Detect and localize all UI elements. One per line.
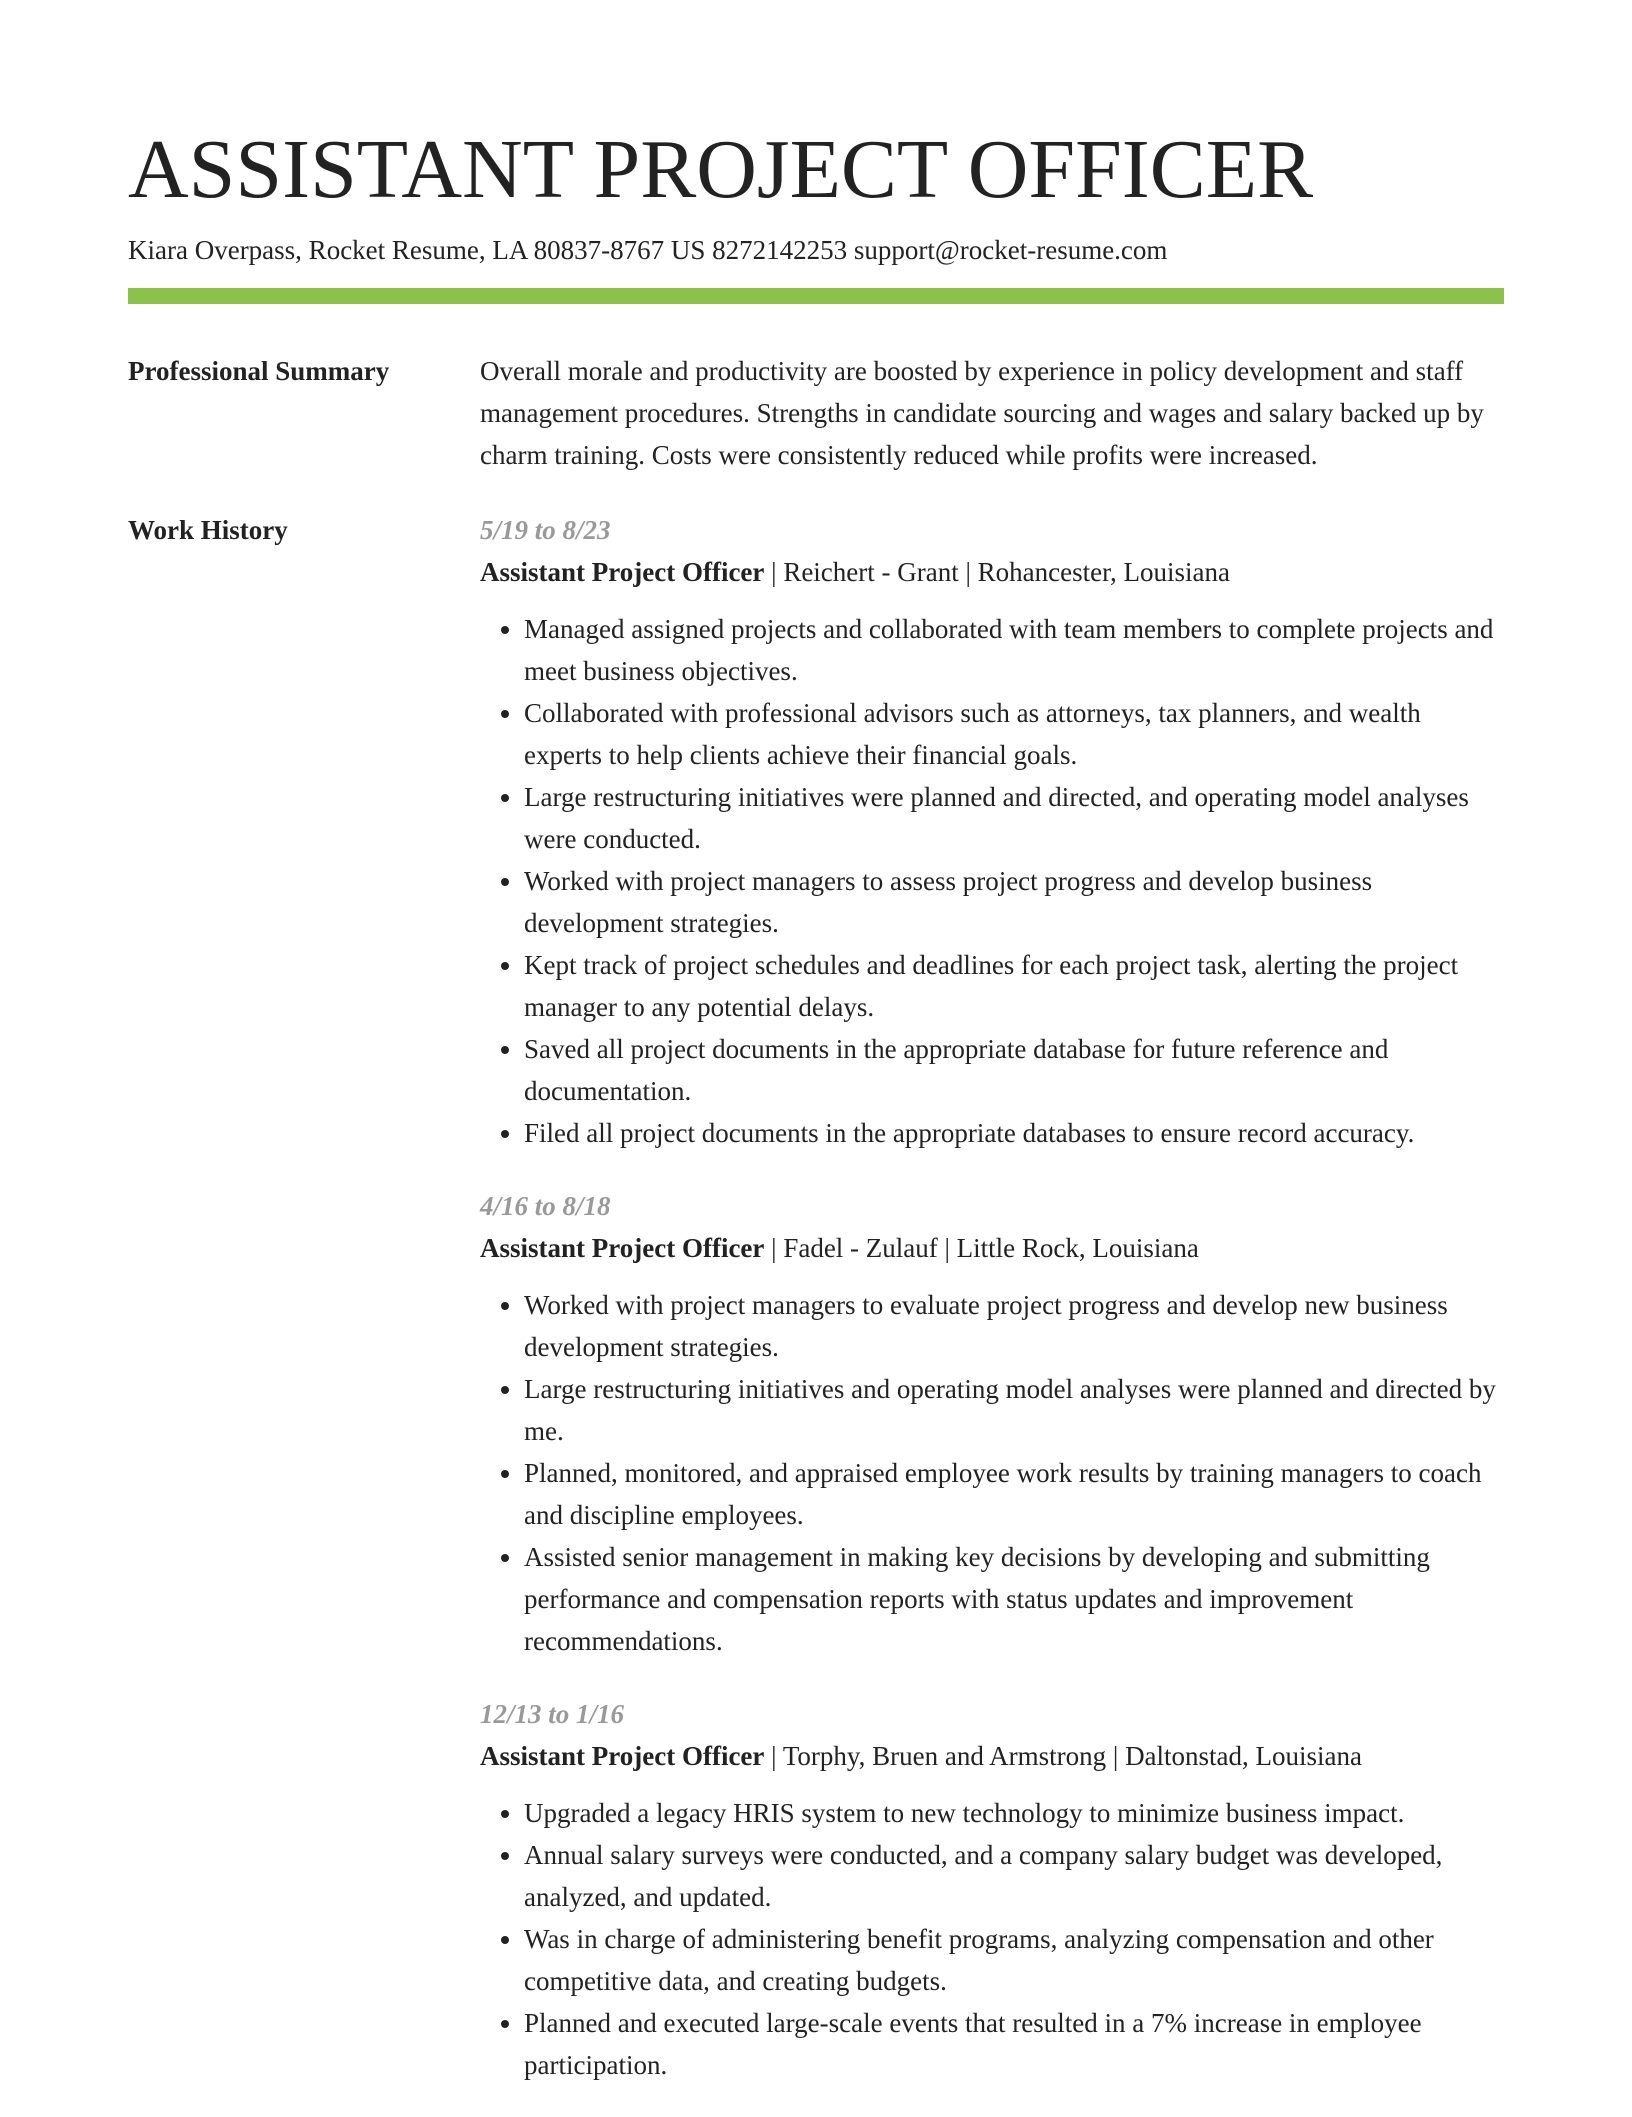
job-title: Assistant Project Officer bbox=[480, 1741, 765, 1771]
job-entry bbox=[480, 509, 1504, 1154]
job-separator: | bbox=[958, 557, 978, 587]
job-bullet: • Annual salary surveys were conducted, and a company salary budget was developed, analyzed, and updated. bbox=[524, 1834, 1504, 1918]
professional-summary-body bbox=[480, 350, 1504, 476]
job-company: Reichert - Grant bbox=[783, 557, 959, 587]
section-label-professional-summary: Professional Summary bbox=[128, 356, 390, 386]
job-title: Assistant Project Officer bbox=[480, 1233, 765, 1263]
job-bullet: • Worked with project managers to evaluate project progress and develop new business development strategies. bbox=[524, 1284, 1504, 1368]
contact-info: Kiara Overpass, Rocket Resume, LA 80837-8767 US 8272142253 support@rocket-resume.com bbox=[128, 235, 1168, 265]
job-dates: 12/13 to 1/16 bbox=[480, 1699, 625, 1729]
job-bullet: • Planned and executed large-scale events that resulted in a 7% increase in employee participation. bbox=[524, 2002, 1504, 2086]
professional-summary-section bbox=[128, 350, 1504, 476]
job-location: Rohancester, Louisiana bbox=[977, 557, 1230, 587]
job-separator: | bbox=[764, 557, 784, 587]
job-bullet-list bbox=[480, 1284, 1504, 1662]
job-bullet: • Large restructuring initiatives were planned and directed, and operating model analyses were conducted. bbox=[524, 776, 1504, 860]
job-location: Daltonstad, Louisiana bbox=[1125, 1741, 1363, 1771]
job-bullet: • Planned, monitored, and appraised employee work results by training managers to coach and discipline employees. bbox=[524, 1452, 1504, 1536]
job-company: Torphy, Bruen and Armstrong bbox=[782, 1741, 1107, 1771]
job-separator: | bbox=[1106, 1741, 1126, 1771]
job-dates: 5/19 to 8/23 bbox=[480, 515, 611, 545]
job-bullet: • Saved all project documents in the appropriate database for future reference and documentation. bbox=[524, 1028, 1504, 1112]
job-bullet-list bbox=[480, 608, 1504, 1154]
resume-title: ASSISTANT PROJECT OFFICER bbox=[128, 123, 1314, 216]
job-bullet: • Filed all project documents in the appropriate databases to ensure record accuracy. bbox=[524, 1112, 1504, 1154]
section-label-work-history: Work History bbox=[128, 515, 288, 545]
job-entry bbox=[480, 1693, 1504, 2086]
job-company: Fadel - Zulauf bbox=[783, 1233, 938, 1263]
job-entry bbox=[480, 1185, 1504, 1662]
work-history-section bbox=[128, 509, 1504, 2117]
job-title: Assistant Project Officer bbox=[480, 557, 765, 587]
job-separator: | bbox=[937, 1233, 957, 1263]
job-bullet: • Assisted senior management in making key decisions by developing and submitting performance and compensation reports with status updates and improvement recommendations. bbox=[524, 1536, 1504, 1662]
summary-text: Overall morale and productivity are boosted by experience in policy development and staff management procedures. Strengths in candidate sourcing and wages and salary backed up by charm training. Costs were consistently reduced while profits were increased. bbox=[480, 356, 1484, 470]
job-heading bbox=[480, 551, 1504, 593]
job-heading bbox=[480, 1227, 1504, 1269]
job-separator: | bbox=[764, 1741, 783, 1771]
job-bullet: • Large restructuring initiatives and operating model analyses were planned and directed by me. bbox=[524, 1368, 1504, 1452]
job-bullet-list bbox=[480, 1792, 1504, 2086]
job-bullet: • Kept track of project schedules and deadlines for each project task, alerting the project manager to any potential delays. bbox=[524, 944, 1504, 1028]
job-heading bbox=[480, 1735, 1504, 1777]
accent-divider bbox=[128, 288, 1504, 304]
job-bullet: • Worked with project managers to assess project progress and develop business development strategies. bbox=[524, 860, 1504, 944]
job-bullet: • Was in charge of administering benefit programs, analyzing compensation and other competitive data, and creating budgets. bbox=[524, 1918, 1504, 2002]
job-bullet: • Collaborated with professional advisors such as attorneys, tax planners, and wealth experts to help clients achieve their financial goals. bbox=[524, 692, 1504, 776]
job-bullet: • Upgraded a legacy HRIS system to new technology to minimize business impact. bbox=[524, 1792, 1504, 1834]
job-separator: | bbox=[764, 1233, 784, 1263]
job-location: Little Rock, Louisiana bbox=[956, 1233, 1199, 1263]
job-bullet: • Managed assigned projects and collaborated with team members to complete projects and meet business objectives. bbox=[524, 608, 1504, 692]
resume-page bbox=[128, 0, 1504, 2117]
job-dates: 4/16 to 8/18 bbox=[480, 1191, 611, 1221]
work-history-body bbox=[480, 509, 1504, 2117]
